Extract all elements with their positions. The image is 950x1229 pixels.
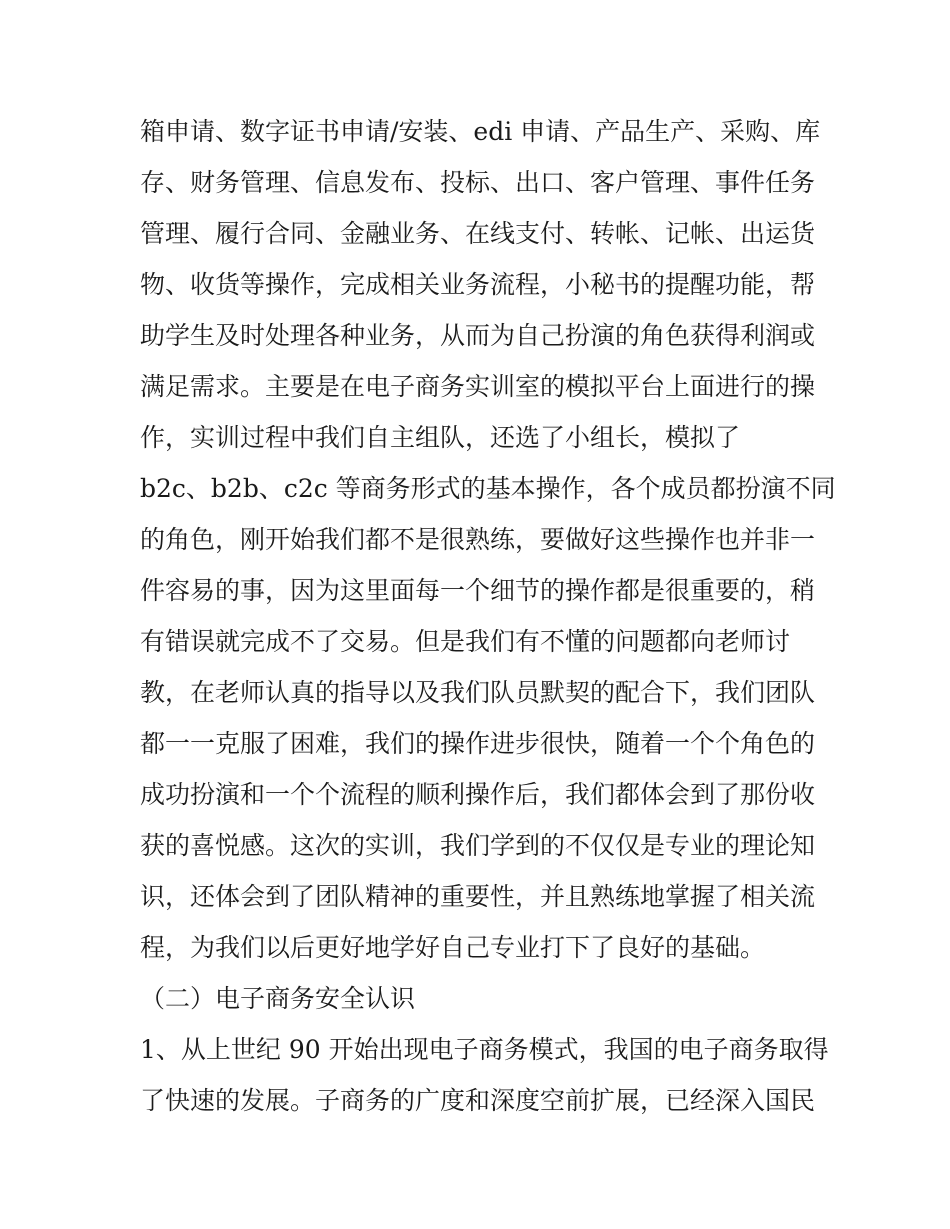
text-line: 箱申请、数字证书申请/安装、edi 申请、产品生产、采购、库 xyxy=(140,117,821,146)
text-line: b2c、b2b、c2c 等商务形式的基本操作，各个成员都扮演不同 xyxy=(140,474,836,503)
text-line: 存、财务管理、信息发布、投标、出口、客户管理、事件任务 xyxy=(140,168,816,197)
body-text xyxy=(140,106,836,1126)
text-line: 成功扮演和一个个流程的顺利操作后，我们都体会到了那份收 xyxy=(140,780,816,809)
text-line: 件容易的事，因为这里面每一个细节的操作都是很重要的，稍 xyxy=(140,576,816,605)
text-line: 的角色，刚开始我们都不是很熟练，要做好这些操作也并非一 xyxy=(140,525,816,554)
text-line: 助学生及时处理各种业务，从而为自己扮演的角色获得利润或 xyxy=(140,321,816,350)
text-line: 都一一克服了困难，我们的操作进步很快，随着一个个角色的 xyxy=(140,729,816,758)
section-heading: （二）电子商务安全认识 xyxy=(140,984,416,1013)
text-line: 1、从上世纪 90 开始出现电子商务模式，我国的电子商务取得 xyxy=(140,1035,829,1064)
text-line: 获的喜悦感。这次的实训，我们学到的不仅仅是专业的理论知 xyxy=(140,831,816,860)
text-line: 程，为我们以后更好地学好自己专业打下了良好的基础。 xyxy=(140,933,766,962)
text-line: 识，还体会到了团队精神的重要性，并且熟练地掌握了相关流 xyxy=(140,882,816,911)
text-line: 有错误就完成不了交易。但是我们有不懂的问题都向老师讨 xyxy=(140,627,791,656)
text-line: 满足需求。主要是在电子商务实训室的模拟平台上面进行的操 xyxy=(140,372,816,401)
text-line: 了快速的发展。子商务的广度和深度空前扩展，已经深入国民 xyxy=(140,1086,816,1115)
text-line: 教，在老师认真的指导以及我们队员默契的配合下，我们团队 xyxy=(140,678,816,707)
text-line: 物、收货等操作，完成相关业务流程，小秘书的提醒功能，帮 xyxy=(140,270,816,299)
text-line: 管理、履行合同、金融业务、在线支付、转帐、记帐、出运货 xyxy=(140,219,816,248)
text-line: 作，实训过程中我们自主组队，还选了小组长，模拟了 xyxy=(140,423,741,452)
